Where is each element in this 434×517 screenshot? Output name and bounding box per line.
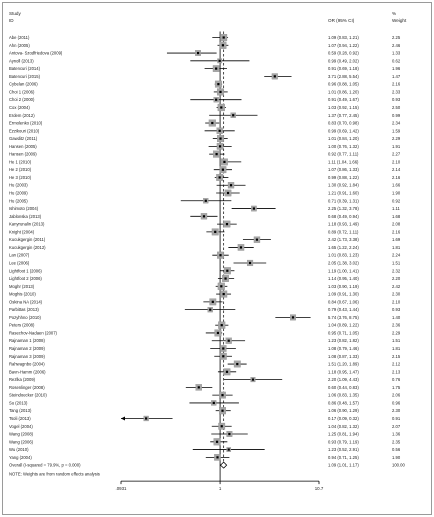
study-row bbox=[9, 454, 401, 460]
study-point-estimate bbox=[221, 324, 223, 326]
study-or-ci: 2.42 (1.73, 3.38) bbox=[328, 237, 359, 243]
study-row bbox=[9, 143, 401, 149]
study-or-ci: 0.71 (0.39, 1.31) bbox=[328, 198, 359, 204]
overall-weight: 100.00 bbox=[392, 462, 405, 468]
study-weight: 2.27 bbox=[392, 151, 401, 157]
study-point-estimate bbox=[222, 169, 224, 171]
study-point-estimate bbox=[219, 130, 221, 132]
study-or-ci: 1.23 (0.82, 1.82) bbox=[328, 338, 359, 344]
study-weight: 1.81 bbox=[392, 244, 401, 250]
study-point-estimate bbox=[226, 223, 228, 225]
study-point-estimate bbox=[220, 285, 222, 287]
study-or-ci: 1.25 (0.81, 1.94) bbox=[328, 431, 359, 437]
study-row bbox=[9, 361, 401, 368]
study-row bbox=[9, 221, 401, 227]
study-point-estimate bbox=[197, 52, 199, 54]
study-or-ci: 5.74 (3.76, 8.75) bbox=[328, 314, 359, 320]
study-point-estimate bbox=[219, 176, 221, 178]
study-weight: 2.06 bbox=[392, 392, 401, 398]
study-name: Choi 1 (2006) bbox=[9, 89, 35, 95]
study-weight: 1.68 bbox=[392, 213, 401, 219]
study-weight: 2.10 bbox=[392, 299, 401, 305]
study-or-ci: 1.03 (0.90, 1.19) bbox=[328, 283, 359, 289]
study-weight: 1.47 bbox=[392, 73, 401, 79]
study-weight: 0.92 bbox=[392, 198, 401, 204]
study-point-estimate bbox=[145, 417, 147, 419]
study-point-estimate bbox=[221, 425, 223, 427]
study-row bbox=[9, 384, 401, 390]
study-row bbox=[9, 400, 401, 405]
study-row bbox=[9, 159, 401, 165]
study-weight: 0.93 bbox=[392, 307, 401, 313]
x-tick-label: .0931 bbox=[115, 486, 127, 492]
study-name: Knight (2004) bbox=[9, 229, 35, 235]
study-row bbox=[9, 65, 401, 71]
study-name: Rajnaman 2 (2009) bbox=[9, 346, 45, 351]
study-name: Cox (2004) bbox=[9, 104, 30, 110]
study-row bbox=[9, 34, 401, 41]
study-name: Kucukgergin (2012) bbox=[9, 244, 46, 250]
study-or-ci: 1.18 (0.93, 1.49) bbox=[328, 221, 359, 227]
percent-header: % bbox=[392, 11, 397, 16]
study-or-ci: 1.01 (0.83, 1.23) bbox=[328, 252, 359, 258]
study-row bbox=[9, 369, 401, 376]
study-or-ci: 0.89 (0.72, 1.11) bbox=[328, 229, 359, 235]
study-weight: 0.56 bbox=[392, 447, 401, 453]
study-name: Rasechov-Nadaen (2007) bbox=[9, 330, 57, 336]
study-name: Kucukgergin (2011) bbox=[9, 237, 46, 243]
study-name: Erdem (2012) bbox=[9, 112, 35, 118]
study-point-estimate bbox=[219, 254, 221, 256]
study-point-estimate bbox=[292, 316, 294, 318]
study-or-ci: 1.23 (0.52, 2.91) bbox=[328, 447, 359, 453]
study-row bbox=[9, 338, 401, 344]
study-or-ci: 0.95 (0.71, 1.05) bbox=[328, 330, 359, 336]
study-point-estimate bbox=[220, 106, 222, 108]
study-name: Rajnaman 1 (2008) bbox=[9, 338, 45, 344]
study-row bbox=[9, 229, 401, 236]
study-name: Lee (2006) bbox=[9, 260, 30, 266]
study-row bbox=[9, 267, 401, 274]
study-name: Wu (2010) bbox=[9, 447, 29, 453]
study-name: Hansen (2009) bbox=[9, 151, 37, 157]
study-weight: 2.13 bbox=[392, 369, 401, 375]
study-weight: 1.66 bbox=[392, 182, 401, 188]
study-point-estimate bbox=[219, 145, 221, 147]
study-or-ci: 1.06 (0.90, 1.29) bbox=[328, 408, 359, 414]
study-point-estimate bbox=[226, 371, 228, 373]
study-point-estimate bbox=[226, 270, 228, 272]
study-point-estimate bbox=[224, 277, 226, 279]
study-name: Hu (2005) bbox=[9, 198, 28, 204]
study-weight: 1.75 bbox=[392, 384, 401, 390]
weight-header: Weight bbox=[392, 18, 407, 23]
study-weight: 2.30 bbox=[392, 408, 401, 414]
study-or-ci: 1.37 (0.77, 2.45) bbox=[328, 112, 359, 118]
study-weight: 1.90 bbox=[392, 190, 401, 196]
study-name: Hu (2009) bbox=[9, 190, 28, 196]
study-or-ci: 0.93 (0.79, 1.19) bbox=[328, 439, 359, 445]
study-name: Lightfoot 1 (2006) bbox=[9, 268, 42, 274]
study-point-estimate bbox=[213, 402, 215, 404]
study-row bbox=[9, 151, 401, 158]
study-row bbox=[9, 206, 401, 211]
study-weight: 0.99 bbox=[392, 112, 401, 118]
study-name: Pozyhhno (2010) bbox=[9, 314, 41, 320]
study-row bbox=[9, 330, 401, 337]
study-or-ci: 1.19 (1.00, 1.41) bbox=[328, 268, 359, 274]
study-name: Cybelan (2006) bbox=[9, 81, 38, 87]
study-point-estimate bbox=[221, 394, 223, 396]
study-weight: 2.32 bbox=[392, 268, 401, 274]
study-name: Peters (2008) bbox=[9, 322, 35, 328]
study-name: Hu (2003) bbox=[9, 182, 28, 188]
study-point-estimate bbox=[214, 231, 216, 233]
study-row bbox=[9, 377, 401, 382]
study-or-ci: 3.71 (2.88, 5.54) bbox=[328, 73, 359, 79]
weights-note: NOTE: Weights are from random effects analysis bbox=[9, 471, 100, 477]
study-name: Ishimoto (2004) bbox=[9, 206, 39, 212]
study-point-estimate bbox=[216, 153, 218, 155]
study-point-estimate bbox=[221, 410, 223, 412]
study-weight: 2.35 bbox=[392, 439, 401, 445]
study-or-ci: 2.25 (1.32, 3.78) bbox=[328, 206, 359, 212]
study-weight: 2.07 bbox=[392, 423, 401, 429]
study-or-ci: 0.99 (0.49, 2.02) bbox=[328, 58, 359, 64]
study-row bbox=[9, 89, 401, 96]
study-or-ci: 1.18 (0.95, 1.47) bbox=[328, 369, 359, 375]
study-row bbox=[9, 81, 401, 88]
study-name: Oskina NA (2014) bbox=[9, 299, 43, 305]
study-name: Tsoli (2013) bbox=[9, 415, 31, 421]
study-row bbox=[9, 244, 401, 250]
study-name: Wang (2006) bbox=[9, 439, 34, 445]
study-name: Jablonska (2013) bbox=[9, 213, 42, 219]
study-name: He 3 (2010) bbox=[9, 174, 32, 180]
study-weight: 0.91 bbox=[392, 415, 401, 421]
study-or-ci: 1.11 (1.04, 1.66) bbox=[328, 159, 359, 165]
study-point-estimate bbox=[227, 192, 229, 194]
study-row bbox=[9, 438, 401, 445]
study-weight: 1.91 bbox=[392, 143, 401, 149]
study-point-estimate bbox=[216, 456, 218, 458]
study-or-ci: 1.03 (0.92, 1.15) bbox=[328, 104, 359, 110]
study-or-ci: 1.09 (0.91, 1.30) bbox=[328, 291, 359, 297]
study-or-ci: 1.07 (0.86, 1.33) bbox=[328, 167, 359, 173]
study-point-estimate bbox=[205, 200, 207, 202]
study-row bbox=[9, 73, 401, 79]
study-row bbox=[9, 42, 401, 49]
study-weight: 1.11 bbox=[392, 206, 400, 212]
study-point-estimate bbox=[223, 36, 225, 38]
x-tick-label: 10.7 bbox=[314, 486, 324, 492]
study-row bbox=[9, 97, 401, 102]
study-row bbox=[9, 237, 401, 243]
study-row bbox=[9, 260, 401, 266]
study-weight: 2.08 bbox=[392, 221, 401, 227]
study-or-ci: 0.68 (0.49, 0.94) bbox=[328, 213, 359, 219]
study-point-estimate bbox=[253, 207, 255, 209]
study-row bbox=[9, 213, 401, 219]
study-or-ci: 0.99 (0.69, 1.42) bbox=[328, 128, 359, 134]
study-or-ci: 1.14 (0.95, 1.40) bbox=[328, 276, 359, 282]
study-or-ci: 0.94 (0.71, 1.25) bbox=[328, 454, 359, 460]
study-weight: 2.16 bbox=[392, 229, 401, 235]
study-point-estimate bbox=[217, 332, 219, 334]
study-name: Choi 2 (2000) bbox=[9, 97, 35, 103]
study-or-ci: 1.06 (0.83, 1.35) bbox=[328, 392, 359, 398]
study-name: Batencuri (2015) bbox=[9, 73, 40, 79]
study-weight: 1.51 bbox=[392, 338, 401, 344]
study-name: Yang (2004) bbox=[9, 454, 32, 460]
study-point-estimate bbox=[252, 379, 254, 381]
study-name: Moghis (2010) bbox=[9, 291, 36, 297]
study-row bbox=[9, 104, 401, 111]
study-row bbox=[9, 182, 401, 188]
study-point-estimate bbox=[215, 68, 217, 70]
study-or-ci: 0.83 (0.70, 0.98) bbox=[328, 120, 359, 126]
study-or-ci: 1.09 (0.83, 1.21) bbox=[328, 35, 359, 40]
study-or-ci: 1.51 (1.20, 1.89) bbox=[328, 361, 359, 367]
study-row bbox=[9, 135, 401, 142]
study-row bbox=[9, 120, 401, 127]
or-header: OR (95% CI) bbox=[328, 18, 355, 23]
overall-or-ci: 1.09 (1.01, 1.17) bbox=[328, 462, 359, 468]
study-or-ci: 1.04 (0.89, 1.22) bbox=[328, 322, 359, 328]
study-header: Study bbox=[9, 11, 21, 16]
study-or-ci: 0.59 (0.28, 0.92) bbox=[328, 50, 359, 56]
study-row bbox=[9, 291, 401, 298]
study-weight: 2.14 bbox=[392, 167, 401, 173]
study-weight: 2.15 bbox=[392, 353, 401, 359]
study-point-estimate bbox=[219, 137, 221, 139]
study-or-ci: 1.07 (0.94, 1.22) bbox=[328, 42, 359, 48]
study-point-estimate bbox=[228, 433, 230, 435]
study-point-estimate bbox=[211, 122, 213, 124]
study-name: Rosenlinger (2008) bbox=[9, 384, 45, 390]
study-row bbox=[9, 283, 401, 290]
study-point-estimate bbox=[222, 44, 224, 46]
study-weight: 1.96 bbox=[392, 66, 401, 72]
study-or-ci: 0.17 (0.09, 0.32) bbox=[328, 415, 359, 421]
study-row bbox=[9, 423, 401, 429]
study-weight: 1.33 bbox=[392, 50, 401, 56]
study-row bbox=[9, 113, 401, 118]
study-name: Hansen (2005) bbox=[9, 143, 37, 149]
study-name: Rahwagnbo (2004) bbox=[9, 361, 45, 367]
study-point-estimate bbox=[198, 386, 200, 388]
study-name: Vogel (2004) bbox=[9, 423, 33, 429]
study-name: Parbittas (2013) bbox=[9, 307, 39, 313]
study-weight: 1.51 bbox=[392, 260, 401, 266]
study-weight: 1.69 bbox=[392, 237, 401, 243]
study-rows bbox=[9, 32, 405, 482]
study-row bbox=[9, 431, 401, 437]
study-row bbox=[9, 50, 401, 56]
study-or-ci: 1.01 (0.86, 1.20) bbox=[328, 89, 359, 95]
study-point-estimate bbox=[228, 340, 230, 342]
study-row bbox=[9, 322, 401, 329]
study-or-ci: 1.04 (0.82, 1.32) bbox=[328, 423, 359, 429]
study-name: Kanyrunalin (2013) bbox=[9, 221, 45, 227]
study-name: Aynoll (2013) bbox=[9, 58, 34, 64]
study-weight: 2.36 bbox=[392, 322, 401, 328]
study-weight: 2.33 bbox=[392, 89, 401, 95]
study-name: Abe (2011) bbox=[9, 35, 30, 40]
study-point-estimate bbox=[256, 239, 258, 241]
study-row bbox=[9, 275, 401, 282]
study-row bbox=[9, 416, 401, 421]
study-point-estimate bbox=[216, 441, 218, 443]
study-name: Gawditz (2011) bbox=[9, 136, 38, 142]
study-name: Wang (2008) bbox=[9, 431, 34, 437]
study-weight: 2.30 bbox=[392, 291, 401, 297]
study-row bbox=[9, 392, 401, 398]
ci-truncation-arrow bbox=[121, 416, 125, 420]
study-name: He 2 (2010) bbox=[9, 167, 32, 173]
study-name: Steindoecker (2010) bbox=[9, 392, 47, 398]
x-tick-label: 1 bbox=[218, 486, 222, 492]
study-row bbox=[9, 128, 401, 134]
study-point-estimate bbox=[215, 99, 217, 101]
study-name: Moghr (2013) bbox=[9, 283, 35, 289]
x-axis bbox=[116, 481, 324, 491]
study-point-estimate bbox=[212, 301, 214, 303]
study-weight: 0.96 bbox=[392, 400, 401, 406]
study-or-ci: 1.21 (0.91, 1.60) bbox=[328, 190, 359, 196]
study-weight: 0.62 bbox=[392, 58, 401, 64]
study-or-ci: 0.79 (0.43, 1.44) bbox=[328, 307, 359, 313]
study-weight: 1.59 bbox=[392, 128, 401, 134]
study-point-estimate bbox=[209, 309, 211, 311]
study-row bbox=[9, 198, 401, 203]
study-point-estimate bbox=[230, 184, 232, 186]
study-weight: 2.12 bbox=[392, 361, 401, 367]
id-header: ID bbox=[9, 18, 14, 23]
study-point-estimate bbox=[236, 363, 238, 365]
overall-label: Overall (I-squared = 79.9%, p = 0.000) bbox=[9, 462, 81, 468]
study-weight: 2.46 bbox=[392, 42, 401, 48]
study-or-ci: 1.30 (0.92, 1.84) bbox=[328, 182, 359, 188]
study-name: Tang (2013) bbox=[9, 408, 32, 414]
study-point-estimate bbox=[222, 355, 224, 357]
study-name: Rezlka (2009) bbox=[9, 377, 36, 383]
study-name: Lan (2007) bbox=[9, 252, 30, 258]
study-name: Rajnaman 3 (2009) bbox=[9, 353, 45, 359]
study-weight: 0.76 bbox=[392, 377, 401, 383]
study-or-ci: 0.91 (0.49, 1.67) bbox=[328, 97, 359, 103]
study-point-estimate bbox=[219, 60, 221, 62]
study-or-ci: 0.91 (0.69, 1.18) bbox=[328, 66, 359, 72]
study-name: Ezzikouri (2010) bbox=[9, 128, 40, 134]
study-row bbox=[9, 58, 401, 63]
study-point-estimate bbox=[222, 347, 224, 349]
study-point-estimate bbox=[219, 91, 221, 93]
study-point-estimate bbox=[232, 114, 234, 116]
study-weight: 2.10 bbox=[392, 159, 401, 165]
study-or-ci: 0.86 (0.48, 1.57) bbox=[328, 400, 359, 406]
study-row bbox=[9, 345, 401, 351]
study-or-ci: 0.60 (0.44, 0.83) bbox=[328, 384, 359, 390]
study-weight: 2.25 bbox=[392, 35, 401, 40]
study-or-ci: 1.00 (0.76, 1.32) bbox=[328, 143, 359, 149]
study-name: Batencuri (2014) bbox=[9, 66, 40, 72]
study-point-estimate bbox=[240, 246, 242, 248]
study-row bbox=[9, 315, 401, 321]
study-name: Su (2013) bbox=[9, 400, 28, 406]
study-weight: 1.90 bbox=[392, 454, 401, 460]
study-row bbox=[9, 447, 401, 452]
study-name: Bavn-Hamm (2006) bbox=[9, 369, 46, 375]
study-or-ci: 1.08 (0.87, 1.33) bbox=[328, 353, 359, 359]
study-point-estimate bbox=[249, 262, 251, 264]
study-row bbox=[9, 252, 401, 259]
study-or-ci: 1.01 (0.84, 1.20) bbox=[328, 136, 359, 142]
study-weight: 2.20 bbox=[392, 276, 401, 282]
study-row bbox=[9, 166, 401, 173]
study-weight: 0.93 bbox=[392, 97, 401, 103]
study-row bbox=[9, 307, 401, 312]
study-or-ci: 0.96 (0.88, 1.05) bbox=[328, 81, 359, 87]
study-row bbox=[9, 353, 401, 360]
study-row bbox=[9, 174, 401, 181]
overall-diamond bbox=[220, 462, 226, 468]
study-name: Ermolenko (2010) bbox=[9, 120, 43, 126]
study-weight: 2.24 bbox=[392, 252, 401, 258]
study-name: Antova- Szodfriedova (2009) bbox=[9, 50, 63, 56]
study-weight: 2.29 bbox=[392, 136, 401, 142]
study-row bbox=[9, 190, 401, 196]
study-name: Ahn (2005) bbox=[9, 42, 30, 48]
study-point-estimate bbox=[217, 83, 219, 85]
study-or-ci: 0.99 (0.88, 1.22) bbox=[328, 174, 359, 180]
overall-row bbox=[9, 462, 405, 468]
study-point-estimate bbox=[228, 448, 230, 450]
study-weight: 2.16 bbox=[392, 174, 401, 180]
study-name: Lightfoot 2 (2006) bbox=[9, 276, 42, 282]
study-or-ci: 2.05 (1.38, 3.02) bbox=[328, 260, 359, 266]
study-weight: 2.34 bbox=[392, 120, 401, 126]
study-or-ci: 0.84 (0.67, 1.06) bbox=[328, 299, 359, 305]
study-weight: 1.81 bbox=[392, 346, 401, 351]
study-weight: 1.36 bbox=[392, 431, 401, 437]
study-point-estimate bbox=[223, 161, 225, 163]
study-weight: 2.29 bbox=[392, 330, 401, 336]
study-point-estimate bbox=[274, 75, 276, 77]
study-or-ci: 1.65 (1.22, 2.24) bbox=[328, 244, 359, 250]
study-or-ci: 2.20 (1.09, 4.43) bbox=[328, 377, 359, 383]
study-weight: 2.42 bbox=[392, 283, 401, 289]
study-point-estimate bbox=[223, 293, 225, 295]
study-name: He 1 (2010) bbox=[9, 159, 32, 165]
study-weight: 2.50 bbox=[392, 104, 401, 110]
study-or-ci: 0.92 (0.77, 1.11) bbox=[328, 151, 359, 157]
study-or-ci: 1.08 (0.79, 1.46) bbox=[328, 346, 359, 351]
study-row bbox=[9, 407, 401, 414]
study-point-estimate bbox=[203, 215, 205, 217]
study-weight: 1.40 bbox=[392, 314, 401, 320]
study-weight: 2.16 bbox=[392, 81, 401, 87]
study-row bbox=[9, 299, 401, 305]
